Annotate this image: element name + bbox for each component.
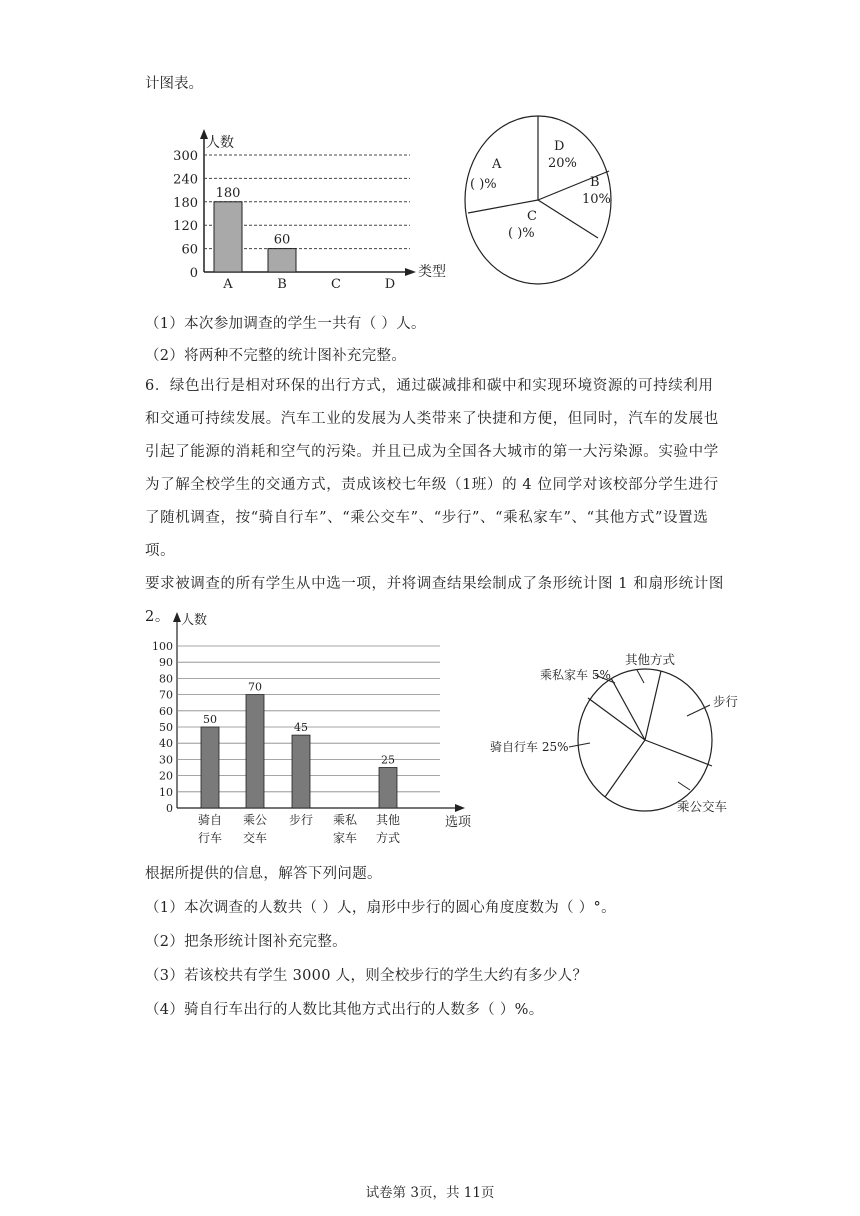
- chart1-x-tick: D: [384, 277, 396, 292]
- chart2-y-tick: 50: [159, 721, 173, 734]
- chart1-y-tick: 300: [173, 149, 198, 164]
- chart2-y-tick: 40: [159, 737, 173, 751]
- chart1-y-ticks: [173, 149, 198, 281]
- page-footer: 试卷第 3页，共 11页: [365, 1185, 495, 1201]
- chart2-x-tick: 乘公: [242, 813, 268, 827]
- chart1-x-arrow: [405, 268, 416, 276]
- top-fragment: 计图表。: [145, 76, 203, 92]
- chart2-y-tick: 20: [159, 769, 173, 783]
- pie2-bike-label: 骑自行车 25%: [490, 740, 569, 754]
- chart2-xlabel: 选项: [445, 815, 472, 830]
- chart2-bar: [379, 768, 397, 809]
- chart2-y-tick: 10: [159, 785, 173, 799]
- chart2-y-tick: 70: [159, 688, 173, 702]
- pie1-D-label: D: [554, 139, 565, 154]
- chart1-y-tick: 180: [173, 195, 198, 211]
- q6-line: 和交通可持续发展。汽车工业的发展为人类带来了快捷和方便，但同时，汽车的发展也: [145, 411, 719, 427]
- pie2-other-label: 其他方式: [625, 652, 676, 667]
- chart2-bar: [292, 735, 310, 808]
- q6-line: 6．绿色出行是相对环保的出行方式，通过碳减排和碳中和实现环境资源的可持续利用: [145, 378, 714, 394]
- chart2-x-tick-line2: 家车: [332, 831, 358, 845]
- chart2-bar-value: 25: [381, 753, 395, 767]
- pie1-B-label: B: [590, 175, 600, 190]
- q6-question-4: （4）骑自行车出行的人数比其他方式出行的人数多（ ）%。: [145, 1002, 544, 1018]
- chart1-xlabel: 类型: [418, 264, 446, 280]
- chart2-x-tick: 骑自: [197, 813, 223, 827]
- chart1-y-tick: 0: [189, 266, 198, 281]
- q6-question-2: （2）把条形统计图补充完整。: [145, 934, 347, 950]
- chart1-bar-value: 180: [215, 185, 241, 201]
- chart2-x-tick: 乘私: [332, 813, 358, 827]
- chart2-bar: [201, 727, 219, 808]
- chart2-y-tick: 100: [152, 640, 173, 653]
- pie1-B-pct: 10%: [582, 192, 611, 207]
- pie2-bus-label: 乘公交车: [677, 799, 728, 814]
- chart2-bars: [198, 681, 400, 845]
- chart2-x-arrow: [455, 804, 465, 812]
- pie-chart-1: [460, 110, 620, 310]
- q6-intro: 根据所提供的信息，解答下列问题。: [145, 866, 382, 882]
- pie1-A-label: A: [492, 157, 502, 172]
- chart2-y-tick: 30: [159, 753, 173, 767]
- chart1-y-tick: 60: [181, 242, 198, 258]
- pie1-D-pct: 20%: [548, 156, 577, 171]
- pie2-private-car-label: 乘私家车 5%: [540, 668, 611, 682]
- bar-chart-1: [160, 125, 460, 292]
- q6-line: 引起了能源的消耗和空气的污染。并且已成为全国各大城市的第一大污染源。实验中学: [145, 444, 719, 460]
- chart1-y-tick: 120: [173, 219, 198, 235]
- pie1-C-pct: ( )%: [508, 226, 535, 241]
- chart2-x-tick-line2: 行车: [197, 831, 223, 845]
- chart2-y-arrow: [173, 612, 181, 622]
- q6-paragraph: [145, 370, 725, 634]
- bar-chart-2: [145, 608, 480, 853]
- chart2-y-tick: 0: [166, 802, 173, 815]
- pie2-walk-label: 步行: [713, 694, 739, 709]
- q6-line: 为了解全校学生的交通方式，责成该校七年级（1班）的 4 位同学对该校部分学生进行: [145, 477, 719, 493]
- pie-chart-2: [485, 650, 739, 820]
- chart2-y-tick: 90: [159, 656, 173, 670]
- chart2-y-tick: 80: [159, 672, 173, 686]
- chart2-y-tick: 60: [159, 704, 173, 718]
- chart1-x-tick: A: [223, 277, 233, 292]
- chart2-bar-value: 50: [203, 713, 217, 726]
- q6-line: 要求被调查的所有学生从中选一项，并将调查结果绘制成了条形统计图 1 和扇形统计图: [145, 576, 724, 592]
- chart1-bar: [214, 202, 242, 272]
- chart2-x-tick: 其他: [375, 813, 401, 827]
- q5-2: （2）将两种不完整的统计图补充完整。: [145, 348, 407, 364]
- chart2-x-tick: 步行: [288, 813, 314, 827]
- chart2-bar-value: 70: [248, 680, 262, 694]
- chart1-bar-value: 60: [273, 232, 291, 248]
- chart2-bar-value: 45: [294, 721, 308, 735]
- pie1-A-pct: ( )%: [470, 177, 497, 192]
- q6-line: 了随机调查，按“骑自行车”、“乘公交车”、“步行”、“乘私家车”、“其他方式”设置选项。: [145, 510, 709, 559]
- q6-line: 2。: [145, 609, 170, 625]
- q6-question-3: （3）若该校共有学生 3000 人，则全校步行的学生大约有多少人？: [145, 968, 588, 984]
- chart2-bar: [246, 695, 264, 808]
- chart2-y-ticks: [152, 640, 173, 815]
- q5-1: （1）本次参加调查的学生一共有（ ）人。: [145, 316, 426, 332]
- chart2-x-tick-line2: 交车: [242, 831, 268, 845]
- chart1-y-tick: 240: [173, 172, 198, 188]
- chart1-x-tick: B: [277, 277, 287, 292]
- pie1-C-label: C: [527, 209, 537, 224]
- chart1-ylabel: 人数: [206, 135, 234, 151]
- chart1-bar: [268, 249, 296, 272]
- chart1-x-tick: C: [331, 277, 341, 292]
- chart2-x-tick-line2: 方式: [375, 831, 401, 845]
- q6-question-1: （1）本次调查的人数共（ ）人，扇形中步行的圆心角度度数为（ ）°。: [145, 900, 616, 916]
- chart2-ylabel: 人数: [181, 613, 208, 628]
